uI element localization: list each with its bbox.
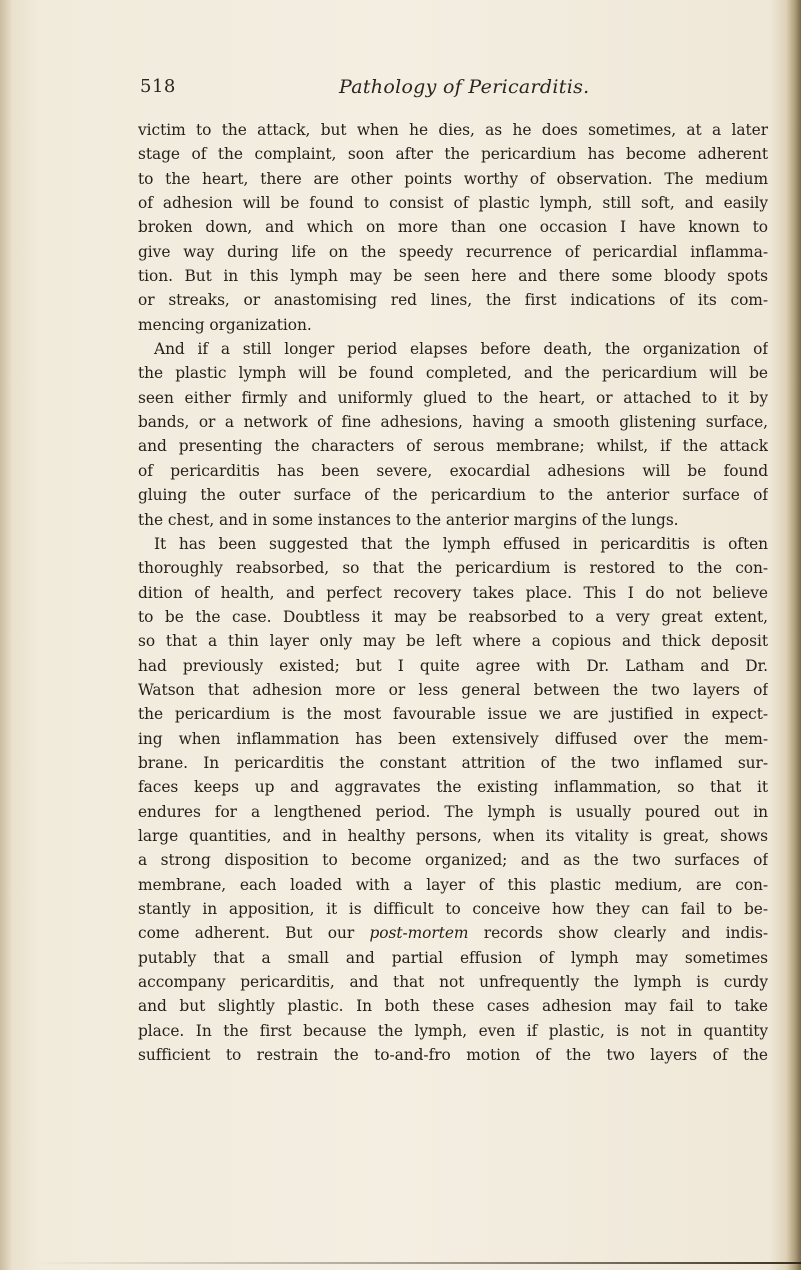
text-line-with-italic bbox=[138, 921, 768, 945]
text-line: large quantities, and in healthy persons, when its vitality is great, shows bbox=[138, 826, 768, 845]
text-line: broken down, and which on more than one occasion I have known to bbox=[138, 218, 768, 237]
page-left-edge bbox=[0, 0, 12, 1270]
text-line: seen either firmly and uniformly glued to the heart, or attached to it by bbox=[138, 388, 768, 407]
text-line: dition of health, and perfect recovery takes place. This I do not believe bbox=[138, 583, 768, 602]
text-line: Watson that adhesion more or less general between the two layers of bbox=[138, 680, 768, 699]
text-line: victim to the attack, but when he dies, as he does sometimes, at a later bbox=[138, 121, 768, 139]
text-line: of adhesion will be found to consist of plastic lymph, still soft, and easily bbox=[138, 194, 768, 213]
text-line: the chest, and in some instances to the anterior margins of the lungs. bbox=[138, 510, 679, 529]
text-line: place. In the first because the lymph, even if plastic, is not in quantity bbox=[138, 1021, 768, 1040]
text-line: bands, or a network of fine adhesions, having a smooth glistening surface, bbox=[138, 413, 768, 432]
text-line: a strong disposition to become organized; and as the two surfaces of bbox=[138, 851, 768, 870]
text-line: faces keeps up and aggravates the existing inflammation, so that it bbox=[138, 778, 768, 797]
paragraph-start-line: It has been suggested that the lymph effused in pericarditis is often bbox=[154, 534, 768, 553]
text-line: had previously existed; but I quite agree with Dr. Latham and Dr. bbox=[138, 656, 768, 675]
text-line: of pericarditis has been severe, exocardial adhesions will be found bbox=[138, 461, 768, 480]
text-line: stage of the complaint, soon after the pericardium has become adherent bbox=[138, 145, 768, 164]
text-line: gluing the outer surface of the pericardium to the anterior surface of bbox=[138, 486, 768, 505]
text-line: and presenting the characters of serous membrane; whilst, if the attack bbox=[138, 437, 768, 456]
text-line: to the heart, there are other points worthy of observation. The medium bbox=[138, 169, 768, 188]
body-text bbox=[138, 118, 768, 1067]
text-line: give way during life on the speedy recurrence of pericardial inflamma- bbox=[138, 242, 768, 261]
text-line: accompany pericarditis, and that not unfrequently the lymph is curdy bbox=[138, 973, 768, 992]
text-line: stantly in apposition, it is difficult to conceive how they can fail to be- bbox=[138, 900, 768, 918]
text-line: mencing organization. bbox=[138, 315, 312, 334]
text-line: ing when inflammation has been extensively diffused over the mem- bbox=[138, 729, 768, 748]
text-segment: records show clearly and indis- bbox=[468, 924, 768, 943]
text-line: the plastic lymph will be found completed, and the pericardium will be bbox=[138, 364, 768, 383]
text-line: so that a thin layer only may be left where a copious and thick deposit bbox=[138, 632, 768, 651]
text-line: thoroughly reabsorbed, so that the pericardium is restored to the con- bbox=[138, 559, 768, 578]
text-segment: come adherent. But our bbox=[138, 924, 370, 943]
binding-shadow bbox=[786, 0, 801, 1270]
text-line: putably that a small and partial effusion of lymph may sometimes bbox=[138, 948, 768, 967]
text-line: and but slightly plastic. In both these cases adhesion may fail to take bbox=[138, 997, 768, 1016]
text-line: or streaks, or anastomising red lines, the first indications of its com- bbox=[138, 291, 768, 310]
page-number: 518 bbox=[140, 76, 176, 97]
running-head bbox=[0, 76, 801, 106]
text-line: to be the case. Doubtless it may be reabsorbed to a very great extent, bbox=[138, 607, 768, 626]
page-bottom-edge bbox=[30, 1262, 801, 1264]
running-title: Pathology of Pericarditis. bbox=[339, 76, 590, 98]
text-line: tion. But in this lymph may be seen here and there some bloody spots bbox=[138, 267, 768, 286]
paragraph-start-line: And if a still longer period elapses before death, the organization of bbox=[154, 340, 768, 359]
text-line: endures for a lengthened period. The lymph is usually poured out in bbox=[138, 802, 768, 821]
italic-term: post-mortem bbox=[369, 924, 469, 943]
text-line: brane. In pericarditis the constant attrition of the two inflamed sur- bbox=[138, 753, 768, 772]
text-line: the pericardium is the most favourable issue we are justified in expect- bbox=[138, 705, 768, 724]
text-line: sufficient to restrain the to-and-fro motion of the two layers of the bbox=[138, 1046, 768, 1065]
text-line: membrane, each loaded with a layer of this plastic medium, are con- bbox=[138, 875, 768, 894]
